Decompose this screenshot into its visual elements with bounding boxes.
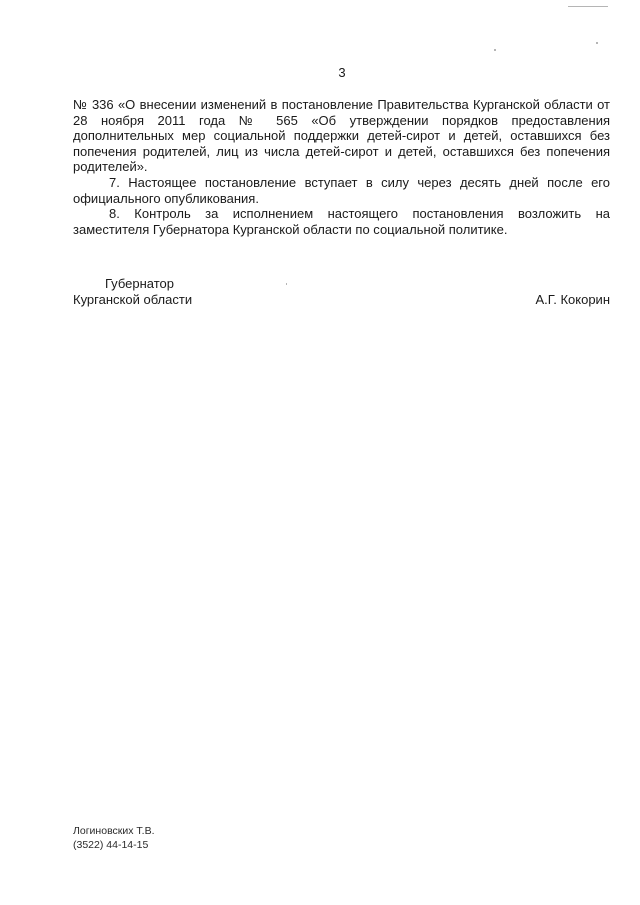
signatory-region: Курганской области [73, 292, 193, 307]
signatory-title: Губернатор [105, 276, 174, 291]
scan-artifact [494, 49, 496, 51]
executor-info [73, 824, 155, 852]
document-body [73, 97, 610, 237]
paragraph-item-8: 8. Контроль за исполнением настоящего постановления возложить на заместителя Губернатора Курганской области по социальной политике. [73, 206, 610, 237]
scan-artifact [286, 283, 287, 285]
signatory-name: А.Г. Кокорин [535, 292, 610, 307]
paragraph-item-7: 7. Настоящее постановление вступает в силу через десять дней после его официального опубликования. [73, 174, 610, 206]
scan-artifact [568, 6, 608, 7]
paragraph-continuation: № 336 «О внесении изменений в постановление Правительства Курганской области от 28 ноября 2011 года № 565 «Об утверждении порядков предоставления дополнительных мер социальной поддержки детей-сирот и детей, оставшихся без попечения родителей, лиц из числа детей-сирот и детей, оставшихся без попечения родителей». [73, 97, 610, 175]
page-number: 3 [338, 65, 346, 80]
executor-phone: (3522) 44-14-15 [73, 839, 149, 851]
scan-artifact [596, 42, 598, 44]
executor-name: Логиновских Т.В. [73, 825, 155, 837]
